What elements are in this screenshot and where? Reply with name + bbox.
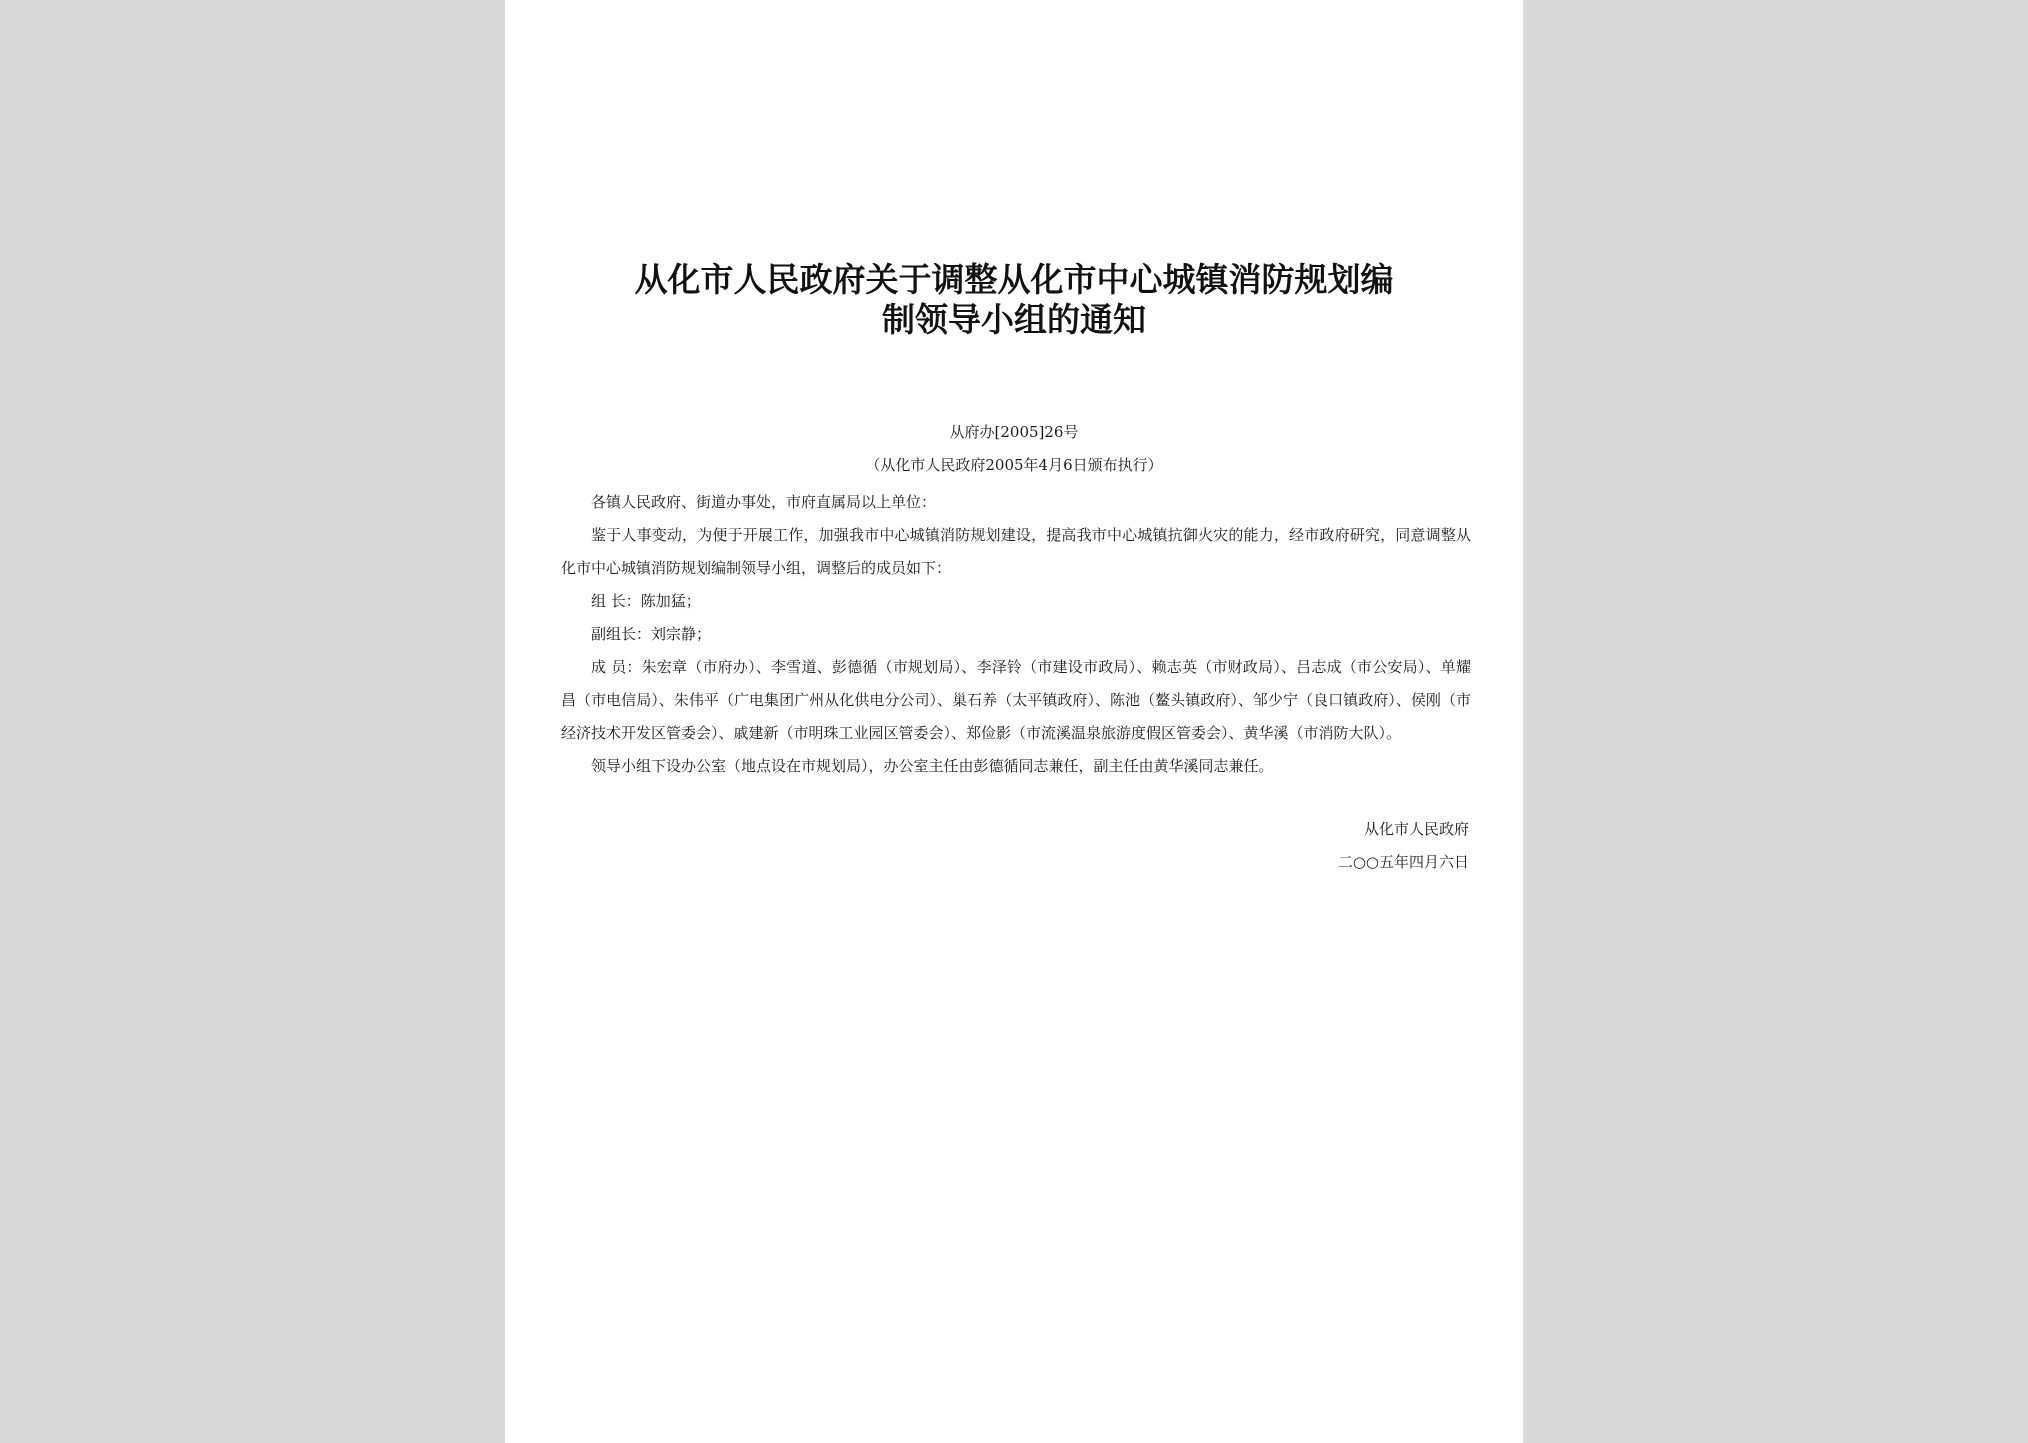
office-paragraph: 领导小组下设办公室（地点设在市规划局），办公室主任由彭德循同志兼任，副主任由黄华溪同志兼任。 [591, 757, 1274, 775]
document-number: 从府办[2005]26号 [949, 423, 1079, 441]
addressee: 各镇人民政府、街道办事处，市府直属局以上单位： [591, 493, 937, 511]
document-body [561, 486, 1471, 783]
paragraph-intro: 鉴于人事变动，为便于开展工作，加强我市中心城镇消防规划建设，提高我市中心城镇抗御火灾的能力，经市政府研究，同意调整从化市中心城镇消防规划编制领导小组，调整后的成员如下： [561, 526, 1471, 577]
signature-org: 从化市人民政府 [1363, 820, 1469, 838]
signature-block [1338, 813, 1469, 879]
document-title [565, 260, 1463, 340]
signature-date: 二○○五年四月六日 [1337, 853, 1469, 871]
group-leader: 组 长：陈加猛； [591, 592, 701, 610]
issued-note: （从化市人民政府2005年4月6日颁布执行） [865, 456, 1163, 474]
title-line-2: 制领导小组的通知 [882, 300, 1146, 339]
deputy-leader: 副组长：刘宗静； [591, 625, 712, 643]
members-list: 成 员：朱宏章（市府办）、李雪道、彭德循（市规划局）、李泽铃（市建设市政局）、赖志英（市财政局）、吕志成（市公安局）、单耀昌（市电信局）、朱伟平（广电集团广州从化供电分公司）、巢石养（太平镇政府）、陈池（鳌头镇政府）、邹少宁（良口镇政府）、侯刚（市经济技术开发区管委会）、戚建新（市明珠工业园区管委会）、郑俭影（市流溪温泉旅游度假区管委会）、黄华溪（市消防大队）。 [561, 658, 1471, 742]
title-line-1: 从化市人民政府关于调整从化市中心城镇消防规划编 [634, 260, 1394, 299]
document-page [505, 0, 1523, 1443]
